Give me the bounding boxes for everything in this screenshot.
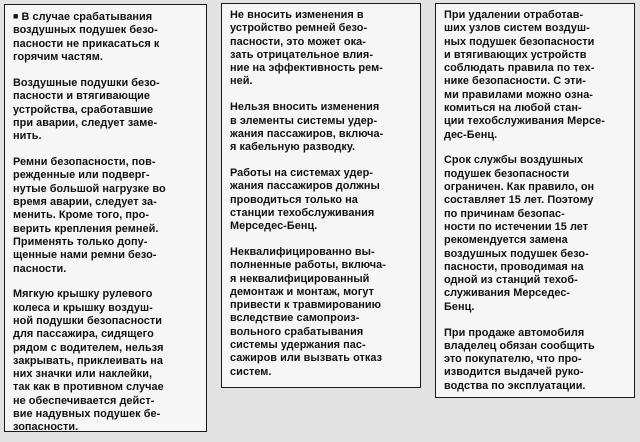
paragraph bbox=[230, 9, 413, 89]
text-line: нутые большой нагрузке во bbox=[13, 182, 166, 195]
paragraph bbox=[13, 10, 199, 64]
text-line: Неквалифицированно вы- bbox=[230, 245, 375, 258]
text-line: Работы на системах удер- bbox=[230, 166, 373, 179]
text-line: нике безопасности. С эти- bbox=[444, 75, 586, 88]
text-line: ции техобслуживания Мерсе- bbox=[444, 115, 605, 128]
paragraph bbox=[230, 101, 413, 154]
text-line: служивания Мерседес- bbox=[444, 287, 571, 300]
text-line: ных подушек безопасности bbox=[444, 35, 595, 48]
text-line: рекомендуется замена bbox=[444, 234, 568, 247]
text-line: владелец обязан сообщить bbox=[444, 339, 595, 352]
text-line: изводится выдачей руко- bbox=[444, 366, 584, 379]
paragraph bbox=[444, 9, 627, 142]
text-line: пасности, проводимая на bbox=[444, 260, 584, 273]
text-line: воздушных подушек безо- bbox=[444, 247, 589, 260]
bullet-square-icon: ■ bbox=[13, 11, 19, 21]
text-line: колеса и крышку воздуш- bbox=[13, 301, 153, 314]
text-line: Бенц. bbox=[444, 300, 475, 313]
text-line: Не вносить изменения в bbox=[230, 9, 364, 21]
text-line: пасности и втягивающие bbox=[13, 90, 151, 103]
text-line: Срок службы воздушных bbox=[444, 154, 584, 167]
text-line: при аварии, следует заме- bbox=[13, 117, 158, 130]
text-line: по причинам безопас- bbox=[444, 207, 565, 220]
text-line: вие надувных подушек бе- bbox=[13, 408, 161, 421]
warning-column-1 bbox=[4, 4, 207, 432]
paragraph bbox=[444, 327, 627, 393]
text-line: так как в противном случае bbox=[13, 381, 164, 394]
text-line: одной из станций техоб- bbox=[444, 274, 578, 287]
text-line: жания пассажиров должны bbox=[230, 180, 380, 193]
text-line: Мерседес-Бенц. bbox=[230, 220, 318, 233]
text-line: привести к травмированию bbox=[230, 299, 382, 312]
text-line: пасности, это может ока- bbox=[230, 35, 366, 48]
text-line: При продаже автомобиля bbox=[444, 326, 585, 339]
text-line: проводиться только на bbox=[230, 193, 358, 206]
paragraph bbox=[13, 288, 199, 432]
text-line: дес-Бенц. bbox=[444, 128, 498, 141]
text-line: Применять только допу- bbox=[13, 235, 148, 248]
text-line: комиться на любой стан- bbox=[444, 102, 582, 115]
text-line: станции техобслуживания bbox=[230, 206, 375, 219]
paragraph bbox=[444, 154, 627, 314]
text-line: Мягкую крышку рулевого bbox=[13, 288, 153, 301]
text-line: и втягивающих устройств bbox=[444, 48, 587, 61]
text-line: ности по истечении 15 лет bbox=[444, 220, 589, 233]
text-line: них значки или наклейки, bbox=[13, 368, 153, 381]
paragraph bbox=[13, 156, 199, 276]
warning-column-3 bbox=[435, 3, 635, 398]
text-line: менить. Кроме того, про- bbox=[13, 209, 150, 222]
text-line: вольного срабатывания bbox=[230, 325, 364, 338]
text-line: закрывать, приклеивать на bbox=[13, 354, 164, 367]
text-line: зопасности. bbox=[13, 421, 79, 432]
text-line: устройство ремней безо- bbox=[230, 22, 368, 35]
text-line: верить крепления ремней. bbox=[13, 222, 159, 235]
text-line: пасности. bbox=[13, 262, 67, 275]
text-line: полненные работы, включа- bbox=[230, 259, 386, 272]
text-line: вследствие самопроиз- bbox=[230, 312, 360, 325]
paragraph bbox=[13, 77, 199, 143]
text-line: ограничен. Как правило, он bbox=[444, 181, 595, 194]
text-line bbox=[13, 10, 199, 24]
text-line: нить. bbox=[13, 130, 42, 143]
text-line: ших узлов систем воздуш- bbox=[444, 22, 590, 35]
text-line: не обеспечивается дейст- bbox=[13, 394, 155, 407]
text-line: режденные или подверг- bbox=[13, 169, 150, 182]
text-line: ми правилами можно озна- bbox=[444, 88, 593, 101]
text-line-content: В случае срабатывания bbox=[21, 11, 153, 23]
paragraph bbox=[230, 167, 413, 233]
text-line: время аварии, следует за- bbox=[13, 196, 157, 209]
paragraph bbox=[230, 246, 413, 379]
text-line: составляет 15 лет. Поэтому bbox=[444, 194, 594, 207]
text-line: ной подушки безопасности bbox=[13, 314, 163, 327]
text-line: систем. bbox=[230, 365, 272, 378]
text-line: это покупателю, что про- bbox=[444, 353, 582, 366]
text-line: ней. bbox=[230, 75, 253, 88]
text-line: подушек безопасности bbox=[444, 167, 570, 180]
text-line: соблюдать правила по тех- bbox=[444, 62, 595, 75]
text-line: водства по эксплуатации. bbox=[444, 379, 586, 392]
text-line: горячим частям. bbox=[13, 50, 103, 63]
text-line: демонтаж и монтаж, могут bbox=[230, 285, 374, 298]
text-line: ние на эффективность рем- bbox=[230, 62, 383, 75]
text-line: рядом с водителем, нельзя bbox=[13, 341, 164, 354]
text-line: я неквалифицированный bbox=[230, 272, 370, 285]
text-line: воздушных подушек безо- bbox=[13, 24, 158, 37]
warning-column-2 bbox=[221, 3, 421, 388]
text-line: пасности не прикасаться к bbox=[13, 37, 160, 50]
text-line: Ремни безопасности, пов- bbox=[13, 156, 156, 169]
text-line: для пассажира, сидящего bbox=[13, 328, 154, 341]
text-line: Воздушные подушки безо- bbox=[13, 77, 160, 90]
text-line: сажиров или вызвать отказ bbox=[230, 352, 383, 365]
text-line: При удалении отработав- bbox=[444, 9, 584, 21]
text-line: устройства, сработавшие bbox=[13, 103, 154, 116]
text-line: системы удержания пас- bbox=[230, 339, 366, 352]
text-line: Нельзя вносить изменения bbox=[230, 101, 380, 114]
text-line: жания пассажиров, включа- bbox=[230, 127, 384, 140]
text-line: зать отрицательное влия- bbox=[230, 48, 373, 61]
text-line: в элементы системы удер- bbox=[230, 114, 378, 127]
text-line: щенные нами ремни безо- bbox=[13, 249, 157, 262]
text-line: я кабельную разводку. bbox=[230, 141, 356, 154]
